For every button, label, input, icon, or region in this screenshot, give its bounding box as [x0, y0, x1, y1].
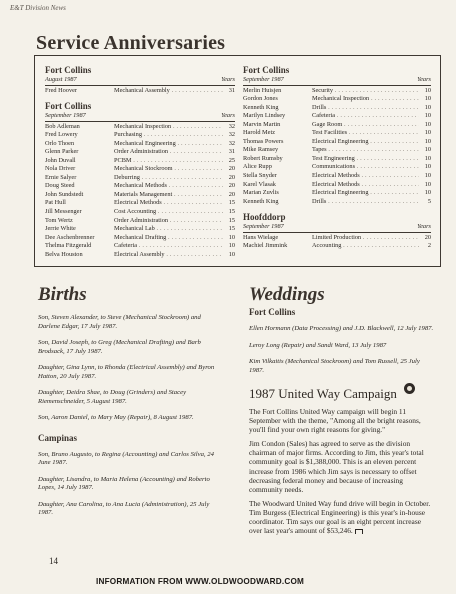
years-value: 10	[424, 146, 431, 154]
page-curl-icon	[404, 383, 415, 394]
years-value: 20	[228, 173, 235, 181]
anniversary-rows-right	[243, 234, 431, 251]
weddings-column	[249, 284, 435, 535]
employee-name: Stella Snyder	[243, 171, 277, 179]
month-label: September 1987	[45, 112, 86, 120]
anniversary-rows-left	[45, 123, 235, 260]
department: Electrical Methods . . .	[114, 199, 223, 208]
department: Electrical Engineering . . .	[312, 189, 419, 198]
employee-name: Machiel Jimmink	[243, 242, 288, 250]
years-value: 10	[424, 129, 431, 137]
employee-name: John Sundstedt	[45, 190, 84, 198]
weddings-heading: Weddings	[249, 284, 325, 305]
anniversary-row	[45, 225, 235, 234]
department: PCBM . . .	[114, 157, 223, 166]
united-way-header	[249, 375, 435, 402]
department: Security . . .	[312, 87, 419, 96]
anniversary-row	[45, 208, 235, 217]
department: Communications . . .	[312, 163, 419, 172]
years-value: 15	[228, 199, 235, 207]
united-way-paragraph: Jim Condon (Sales) has agreed to serve as the division chairman of major firms. According to Jim, this year's total community goal is $1,388,000. This is an eleven percent increase from 1986 which Jim says is necessary to offset decreasing federal money and because of increasing community needs.	[249, 439, 424, 494]
department: Mechanical Inspection . . .	[312, 95, 419, 104]
anniversary-row	[243, 172, 431, 181]
employee-name: Thelma Fitzgerald	[45, 242, 92, 250]
anniversary-row	[45, 148, 235, 157]
department: Electrical Methods . . .	[312, 172, 419, 181]
years-label: Years	[221, 76, 235, 83]
years-value: 31	[228, 86, 235, 94]
anniversary-row	[45, 242, 235, 251]
years-value: 10	[424, 171, 431, 179]
years-value: 10	[424, 180, 431, 188]
years-value: 31	[228, 148, 235, 156]
employee-name: Tom Wertz	[45, 216, 73, 224]
anniversary-row	[45, 165, 235, 174]
month-header	[45, 76, 235, 86]
employee-name: Doug Steed	[45, 182, 75, 190]
department: Purchasing . . .	[114, 131, 223, 140]
years-label: Years	[417, 223, 431, 231]
anniversary-section	[45, 65, 235, 95]
birth-announcement: Daughter, Deidra Shae, to Doug (Grinders) and Stacey Riemenschneider, 5 August 1987.	[38, 389, 187, 405]
department: Accounting . . .	[312, 242, 419, 251]
month-header	[243, 223, 431, 233]
anniversary-row	[243, 234, 431, 243]
birth-announcement: Daughter, Ana Carolina, to Ana Lucia (Administration), 25 July 1987.	[38, 500, 210, 516]
anniversary-row	[45, 87, 235, 96]
employee-name: Kenneth King	[243, 103, 279, 111]
employee-name: Harold Metz	[243, 129, 275, 137]
anniversary-row	[45, 140, 235, 149]
anniversary-row	[45, 191, 235, 200]
department: Cafeteria . . .	[312, 112, 419, 121]
birth-announcement: Son, Bruno Augusto, to Regina (Accounting) and Carlos Silva, 24 June 1987.	[38, 450, 214, 466]
department: Gage Room . . .	[312, 121, 419, 130]
births-list	[38, 314, 216, 423]
anniversaries-right-column	[243, 65, 431, 251]
department: Test Facilities . . .	[312, 129, 419, 138]
years-value: 10	[424, 163, 431, 171]
anniversary-row	[45, 123, 235, 132]
department: Mechanical Drafting . . .	[114, 234, 223, 243]
department: Order Administration . . .	[114, 217, 223, 226]
years-value: 20	[228, 182, 235, 190]
anniversaries-left-column	[45, 65, 235, 259]
location-heading: Fort Collins	[243, 65, 290, 75]
employee-name: John Duvall	[45, 156, 76, 164]
employee-name: Alice Rupp	[243, 163, 272, 171]
department: Test Engineering . . .	[312, 155, 419, 164]
location-heading: Hoofddorp	[243, 212, 286, 223]
anniversary-row	[243, 112, 431, 121]
years-value: 10	[424, 103, 431, 111]
department: Order Administration . . .	[114, 148, 223, 157]
wedding-announcement: Ellen Hormann (Data Processing) and J.D. Blackwell, 12 July 1987.	[249, 325, 434, 332]
years-value: 10	[424, 120, 431, 128]
years-value: 10	[424, 86, 431, 94]
employee-name: Marvin Martin	[243, 120, 281, 128]
years-value: 20	[424, 233, 431, 241]
department: Tapes . . .	[312, 146, 419, 155]
anniversaries-box	[34, 55, 441, 267]
anniversary-row	[243, 198, 431, 207]
anniversary-row	[243, 155, 431, 164]
anniversary-row	[45, 182, 235, 191]
month-label: September 1987	[243, 223, 284, 231]
united-way-paragraph: The Woodward United Way fund drive will begin in October. Tim Burgess (Electrical Engineering) is this year's in-house coordinator. Tim says our goal is an eight percent increase over last year's amount of $53,246.	[249, 498, 431, 536]
department: Deburring . . .	[114, 174, 223, 183]
employee-name: Ernie Salyer	[45, 173, 77, 181]
employee-name: Mike Ramsey	[243, 146, 279, 154]
anniversary-row	[243, 121, 431, 130]
location-heading: Fort Collins	[45, 101, 92, 112]
years-value: 10	[424, 189, 431, 197]
department: Drills . . .	[312, 198, 419, 207]
years-value: 10	[424, 154, 431, 162]
employee-name: Bob Adleman	[45, 122, 80, 130]
anniversary-rows-right	[243, 87, 431, 207]
anniversary-section	[45, 101, 235, 259]
month-header	[45, 112, 235, 122]
anniversary-row	[45, 251, 235, 260]
employee-name: Marian Zuvlis	[243, 189, 279, 197]
employee-name: Glenn Parker	[45, 148, 79, 156]
employee-name: Marilyn Lindsey	[243, 112, 286, 120]
department: Drills . . .	[312, 104, 419, 113]
years-value: 2	[427, 242, 431, 250]
birth-announcement: Son, Steven Alexander, to Steve (Mechanical Stockroom) and Darlene Edgar, 17 July 1987.	[38, 314, 201, 330]
department: Limited Production . . .	[312, 234, 419, 243]
department: Cost Accounting . . .	[114, 208, 223, 217]
month-header	[243, 76, 431, 86]
years-value: 32	[228, 139, 235, 147]
years-value: 32	[228, 131, 235, 139]
anniversary-row	[243, 87, 431, 96]
years-value: 10	[424, 137, 431, 145]
years-value: 10	[228, 242, 235, 250]
employee-name: Jerrie White	[45, 225, 76, 233]
employee-name: Pat Hull	[45, 199, 66, 207]
anniversary-section	[243, 65, 431, 206]
anniversary-row	[45, 131, 235, 140]
birth-announcement: Daughter, Gina Lynn, to Rhonda (Electrical Assembly) and Byron Hatton, 20 July 1987.	[38, 364, 215, 380]
years-value: 20	[228, 165, 235, 173]
department: Mechanical Stockroom . . .	[114, 165, 223, 174]
anniversary-row	[45, 217, 235, 226]
births-column	[38, 284, 216, 518]
anniversary-row	[243, 163, 431, 172]
anniversary-row	[45, 234, 235, 243]
department: Mechanical Methods . . .	[114, 182, 223, 191]
anniversary-row	[243, 189, 431, 198]
anniversary-row	[45, 174, 235, 183]
employee-name: Fred Hoover	[45, 86, 78, 94]
years-value: 10	[424, 95, 431, 103]
united-way-body	[249, 407, 435, 535]
birth-announcement: Son, David Joseph, to Greg (Mechanical Drafting) and Barb Brodsack, 17 July 1987.	[38, 339, 201, 355]
employee-name: Merlin Huisjen	[243, 86, 282, 94]
birth-announcement: Son, Aaron Daniel, to Mary May (Repair), 8 August 1987.	[38, 414, 194, 421]
month-label: September 1987	[243, 76, 284, 83]
years-value: 10	[424, 112, 431, 120]
anniversary-row	[45, 199, 235, 208]
years-value: 15	[228, 208, 235, 216]
source-footer: INFORMATION FROM WWW.OLDWOODWARD.COM	[96, 577, 305, 586]
anniversary-row	[243, 146, 431, 155]
department: Electrical Engineering . . .	[312, 138, 419, 147]
department: Electrical Assembly . . .	[114, 251, 223, 260]
anniversary-row	[243, 242, 431, 251]
united-way-heading: 1987 United Way Campaign	[249, 386, 397, 401]
united-way-paragraph: The Fort Collins United Way campaign will begin 11 September with the theme, "Among all the bright reasons, you'll find your own right reasons for giving."	[249, 407, 421, 435]
department: Mechanical Lab . . .	[114, 225, 223, 234]
years-value: 25	[228, 156, 235, 164]
years-label: Years	[417, 76, 431, 83]
employee-name: Thomas Powers	[243, 137, 284, 145]
anniversary-row	[243, 129, 431, 138]
department: Materials Management . . .	[114, 191, 223, 200]
woodward-logo-icon	[355, 529, 363, 534]
births-heading: Births	[38, 284, 87, 305]
publication-header: E&T Division News	[10, 4, 66, 12]
anniversary-row	[243, 181, 431, 190]
employee-name: Jill Messenger	[45, 208, 82, 216]
employee-name: Fred Lowery	[45, 131, 78, 139]
employee-name: Gordon Jones	[243, 95, 278, 103]
anniversary-row	[243, 104, 431, 113]
employee-name: Belva Houston	[45, 250, 83, 258]
births-campinas-list	[38, 451, 216, 518]
page-title: Service Anniversaries	[36, 32, 226, 54]
page-number: 14	[49, 556, 58, 566]
years-value: 15	[228, 216, 235, 224]
department: Mechanical Assembly . . .	[114, 87, 223, 96]
anniversary-section	[243, 212, 431, 251]
wedding-announcement: Leroy Long (Repair) and Sandi Ward, 13 July 1987	[249, 341, 387, 349]
campinas-heading: Campinas	[38, 432, 78, 443]
employee-name: Hans Wielage	[243, 233, 279, 241]
years-value: 5	[427, 197, 431, 205]
years-value: 32	[228, 122, 235, 130]
years-value: 10	[228, 233, 235, 241]
weddings-list	[249, 325, 435, 375]
department: Cafeteria . . .	[114, 242, 223, 251]
wedding-announcement: Kim Vilkaitis (Mechanical Stockroom) and Tom Russell, 25 July 1987.	[249, 358, 420, 374]
location-heading: Fort Collins	[45, 65, 92, 75]
anniversary-row	[243, 138, 431, 147]
department: Mechanical Inspection . . .	[114, 123, 223, 132]
employee-name: Robert Rumsby	[243, 154, 283, 162]
department: Mechanical Engineering . . .	[114, 140, 223, 149]
anniversary-row	[45, 157, 235, 166]
employee-name: Nola Driver	[45, 165, 76, 173]
employee-name: Kenneth King	[243, 197, 279, 205]
years-label: Years	[221, 112, 235, 120]
years-value: 20	[228, 190, 235, 198]
employee-name: Karel Vlasak	[243, 180, 276, 188]
years-value: 10	[228, 250, 235, 258]
department: Electrical Methods . . .	[312, 181, 419, 190]
employee-name: Dee Aschenbrenner	[45, 233, 95, 241]
month-label: August 1987	[45, 76, 77, 83]
anniversary-row	[243, 95, 431, 104]
birth-announcement: Daughter, Lisandra, to Maria Helena (Accounting) and Roberto Lopes, 14 July 1987.	[38, 475, 210, 491]
weddings-location-heading: Fort Collins	[249, 307, 296, 317]
years-value: 15	[228, 225, 235, 233]
employee-name: Orlo Thoen	[45, 139, 75, 147]
